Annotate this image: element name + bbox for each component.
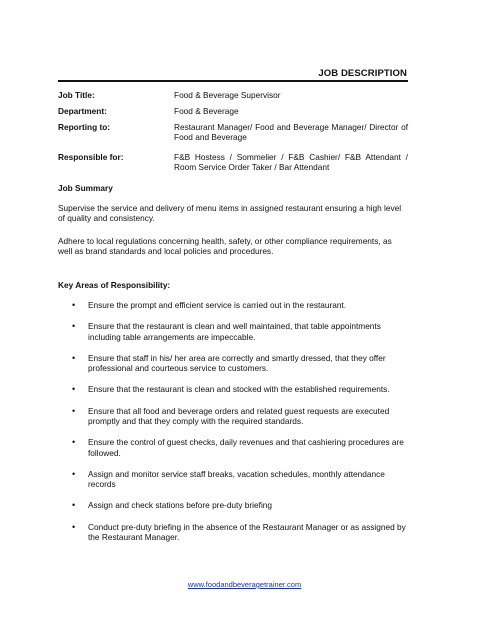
field-label: Reporting to: bbox=[58, 122, 111, 132]
key-areas-heading: Key Areas of Responsibility: bbox=[58, 280, 171, 290]
document-title: JOB DESCRIPTION bbox=[318, 68, 407, 79]
field-value: Restaurant Manager/ Food and Beverage Manager/ Director of Food and Beverage bbox=[174, 122, 408, 143]
bullet-icon: • bbox=[72, 384, 76, 395]
list-item-text: Conduct pre-duty briefing in the absence of the Restaurant Manager or as assigned by the Restaurant Manager. bbox=[88, 521, 406, 543]
list-item-text: Ensure that the restaurant is clean and well maintained, that table appointments including table arrangements are impeccable. bbox=[88, 321, 381, 342]
list-item bbox=[58, 469, 408, 490]
list-item-text: Ensure that all food and beverage orders and related guest requests are executed promptly and that they comply with the required standards. bbox=[88, 405, 390, 427]
field-value: F&B Hostess / Sommelier / F&B Cashier/ F&B Attendant / Room Service Order Taker / Bar Attendant bbox=[174, 152, 408, 173]
list-item bbox=[58, 384, 408, 394]
bullet-icon: • bbox=[72, 352, 76, 363]
list-item bbox=[58, 353, 408, 374]
list-item bbox=[58, 300, 408, 310]
job-summary-paragraph: Supervise the service and delivery of menu items in assigned restaurant ensuring a high level of quality and consistency. bbox=[58, 203, 402, 224]
responsibility-list bbox=[58, 300, 418, 553]
list-item-text: Ensure that the restaurant is clean and stocked with the established requirements. bbox=[88, 384, 390, 395]
bullet-icon: • bbox=[72, 521, 76, 532]
field-label: Job Title: bbox=[58, 90, 95, 100]
field-label: Responsible for: bbox=[58, 152, 124, 162]
list-item-text: Assign and check stations before pre-duty briefing bbox=[88, 500, 273, 511]
list-item bbox=[58, 500, 408, 510]
list-item bbox=[58, 437, 408, 458]
bullet-icon: • bbox=[72, 405, 76, 416]
job-summary-heading: Job Summary bbox=[58, 183, 113, 193]
title-underline bbox=[58, 80, 408, 82]
footer-website-link[interactable]: www.foodandbeveragetrainer.com bbox=[187, 580, 302, 589]
list-item bbox=[58, 522, 408, 543]
list-item-text: Ensure that staff in his/ her area are correctly and smartly dressed, that they offer professional and courteous service to customers. bbox=[88, 352, 386, 374]
bullet-icon: • bbox=[72, 321, 76, 332]
field-label: Department: bbox=[58, 106, 107, 116]
list-item-text: Assign and monitor service staff breaks, vacation schedules, monthly attendance records bbox=[88, 468, 385, 490]
job-summary-paragraph: Adhere to local regulations concerning health, safety, or other compliance requirements, as well as brand standards and local policies and procedures. bbox=[58, 236, 392, 257]
bullet-icon: • bbox=[72, 300, 76, 310]
list-item bbox=[58, 321, 408, 342]
bullet-icon: • bbox=[72, 468, 76, 479]
list-item-text: Ensure the prompt and efficient service is carried out in the restaurant. bbox=[88, 300, 347, 310]
bullet-icon: • bbox=[72, 500, 76, 511]
bullet-icon: • bbox=[72, 437, 76, 448]
list-item-text: Ensure the control of guest checks, daily revenues and that cashiering procedures are followed. bbox=[88, 437, 404, 458]
field-value: Food & Beverage bbox=[174, 106, 239, 116]
list-item bbox=[58, 406, 408, 427]
field-value: Food & Beverage Supervisor bbox=[174, 90, 281, 100]
